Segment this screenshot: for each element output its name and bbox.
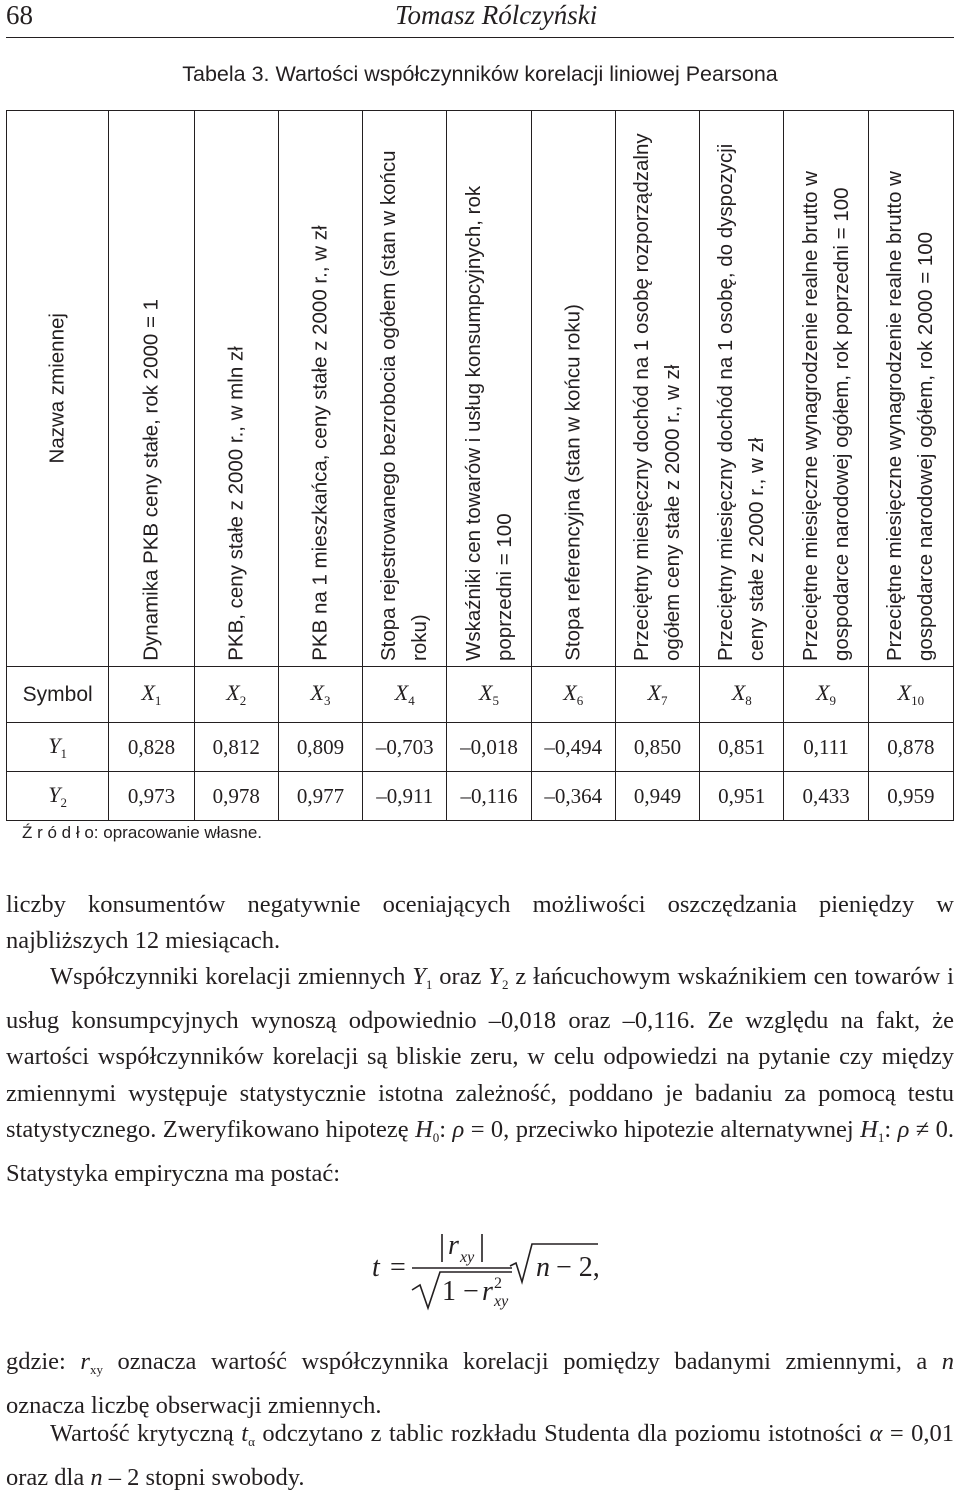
- value-cell: 0,828: [109, 723, 194, 772]
- variable-name: Przeciętny miesięczny dochód na 1 osobę rozporządzalny ogółem ceny stałe z 2000 r., w zł: [630, 133, 684, 661]
- variable-name: PKB na 1 mieszkańca, ceny stałe z 2000 r., w zł: [308, 225, 332, 661]
- table-caption: Tabela 3. Wartości współczynników korelacji liniowej Pearsona: [182, 62, 778, 86]
- value-cell: 0,878: [868, 723, 953, 772]
- formula-sq: 2: [494, 1275, 502, 1292]
- symbol-cell: $X_8$: [700, 667, 784, 723]
- table-row-y2: [7, 772, 954, 821]
- table-header-row: [7, 111, 954, 667]
- row-label-y1: $Y_1$: [7, 723, 109, 772]
- header-cell: [447, 111, 531, 667]
- variable-name: Dynamika PKB ceny stałe, rok 2000 = 1: [139, 299, 163, 661]
- formula-t: t: [372, 1252, 380, 1283]
- symbol-cell: $X_1$: [109, 667, 194, 723]
- value-cell: 0,111: [784, 723, 868, 772]
- paragraph-3: gdzie: $r_{xy}$ oznacza wartość współczynnika korelacji pomiędzy badanymi zmiennymi, a n oznacza liczbę obserwacji zmiennych.: [6, 1348, 954, 1420]
- variable-name: Wskaźniki cen towarów i usług konsumpcyjnych, rok poprzedni = 100: [461, 185, 516, 661]
- correlation-table: [6, 110, 954, 821]
- formula-equals: =: [390, 1252, 406, 1283]
- symbol-row: [7, 667, 954, 723]
- symbol-label: Symbol: [7, 667, 109, 723]
- value-cell: –0,911: [363, 772, 447, 821]
- symbol-cell: $X_7$: [615, 667, 699, 723]
- header-cell-variable-name: [7, 111, 109, 667]
- symbol-cell: $X_2$: [194, 667, 278, 723]
- table-source-note: Ź r ó d ł o: opracowanie własne.: [22, 823, 263, 842]
- page-number: 68: [6, 0, 33, 30]
- symbol-cell: $X_5$: [447, 667, 531, 723]
- header-cell: [278, 111, 362, 667]
- variable-name: PKB, ceny stałe z 2000 r., w mln zł: [223, 346, 247, 661]
- symbol-cell: $X_6$: [531, 667, 615, 723]
- variable-name: Przeciętne miesięczne wynagrodzenie realne brutto w gospodarce narodowej ogółem, rok 2000 = 100: [883, 171, 937, 661]
- header-cell: [194, 111, 278, 667]
- variable-name: Przeciętny miesięczny dochód na 1 osobę, do dyspozycji ceny stałe z 2000 r., w zł: [714, 143, 768, 661]
- value-cell: 0,973: [109, 772, 194, 821]
- header-cell: [868, 111, 953, 667]
- value-cell: –0,703: [363, 723, 447, 772]
- value-cell: 0,959: [868, 772, 953, 821]
- value-cell: 0,812: [194, 723, 278, 772]
- header-cell: [615, 111, 699, 667]
- table-row-y1: [7, 723, 954, 772]
- t-statistic-formula: [0, 1214, 960, 1314]
- symbol-cell: $X_3$: [278, 667, 362, 723]
- formula-xy-num: xy: [460, 1249, 475, 1266]
- value-cell: –0,364: [531, 772, 615, 821]
- formula-n: n: [536, 1252, 550, 1283]
- value-cell: 0,951: [700, 772, 784, 821]
- value-cell: –0,494: [531, 723, 615, 772]
- paragraph-1: liczby konsumentów negatywnie oceniających możliwości oszczędzania pieniędzy w najbliższych 12 miesiącach.: [6, 891, 954, 955]
- header-cell: [784, 111, 868, 667]
- value-cell: 0,977: [278, 772, 362, 821]
- formula-r-den: r: [482, 1276, 493, 1307]
- value-cell: 0,949: [615, 772, 699, 821]
- symbol-cell: $X_4$: [363, 667, 447, 723]
- formula-minus-two: − 2,: [556, 1252, 600, 1283]
- paragraph-4: Wartość krytyczną $t_\alpha$ odczytano z tablic rozkładu Studenta dla poziomu istotności α = 0,01 oraz dla n – 2 stopni swobody.: [6, 1420, 955, 1492]
- header-variable-name-label: Nazwa zmiennej: [45, 313, 69, 464]
- value-cell: 0,809: [278, 723, 362, 772]
- value-cell: 0,851: [700, 723, 784, 772]
- formula-xy-den: xy: [494, 1293, 509, 1310]
- symbol-cell: $X_9$: [784, 667, 868, 723]
- paragraph-2: Współczynniki korelacji zmiennych $Y_1$ oraz $Y_2$ z łańcuchowym wskaźnikiem cen towarów i usług konsumpcyjnych wynoszą odpowiednio –0,018 oraz –0,116. Ze względu na fakt, że wartości współczynników korelacji są bliskie zeru, w celu odpowiedzi na pytanie czy między zmiennymi występuje statystycznie istotna zależność, poddano je badaniu za pomocą testu statystycznego. Zweryfikowano hipotezę $H_0$: ρ = 0, przeciwko hipotezie alternatywnej $H_1$: ρ ≠ 0. Statystyka empiryczna ma postać:: [6, 963, 955, 1188]
- value-cell: –0,018: [447, 723, 531, 772]
- running-header-author: Tomasz Rólczyński: [395, 0, 598, 30]
- value-cell: 0,433: [784, 772, 868, 821]
- header-rule: [6, 37, 954, 38]
- value-cell: –0,116: [447, 772, 531, 821]
- header-cell: [109, 111, 194, 667]
- header-cell: [531, 111, 615, 667]
- row-label-y2: $Y_2$: [7, 772, 109, 821]
- header-cell: [363, 111, 447, 667]
- value-cell: 0,850: [615, 723, 699, 772]
- value-cell: 0,978: [194, 772, 278, 821]
- variable-name: Przeciętne miesięczne wynagrodzenie realne brutto w gospodarce narodowej ogółem, rok poprzedni = 100: [798, 171, 853, 661]
- variable-name: Stopa rejestrowanego bezrobocia ogółem (stan w końcu roku): [377, 150, 431, 661]
- formula-one-minus: 1 −: [442, 1276, 479, 1307]
- symbol-cell: $X_{10}$: [868, 667, 953, 723]
- variable-name: Stopa referencyjna (stan w końcu roku): [561, 304, 585, 661]
- formula-r-num: r: [448, 1230, 459, 1261]
- header-cell: [700, 111, 784, 667]
